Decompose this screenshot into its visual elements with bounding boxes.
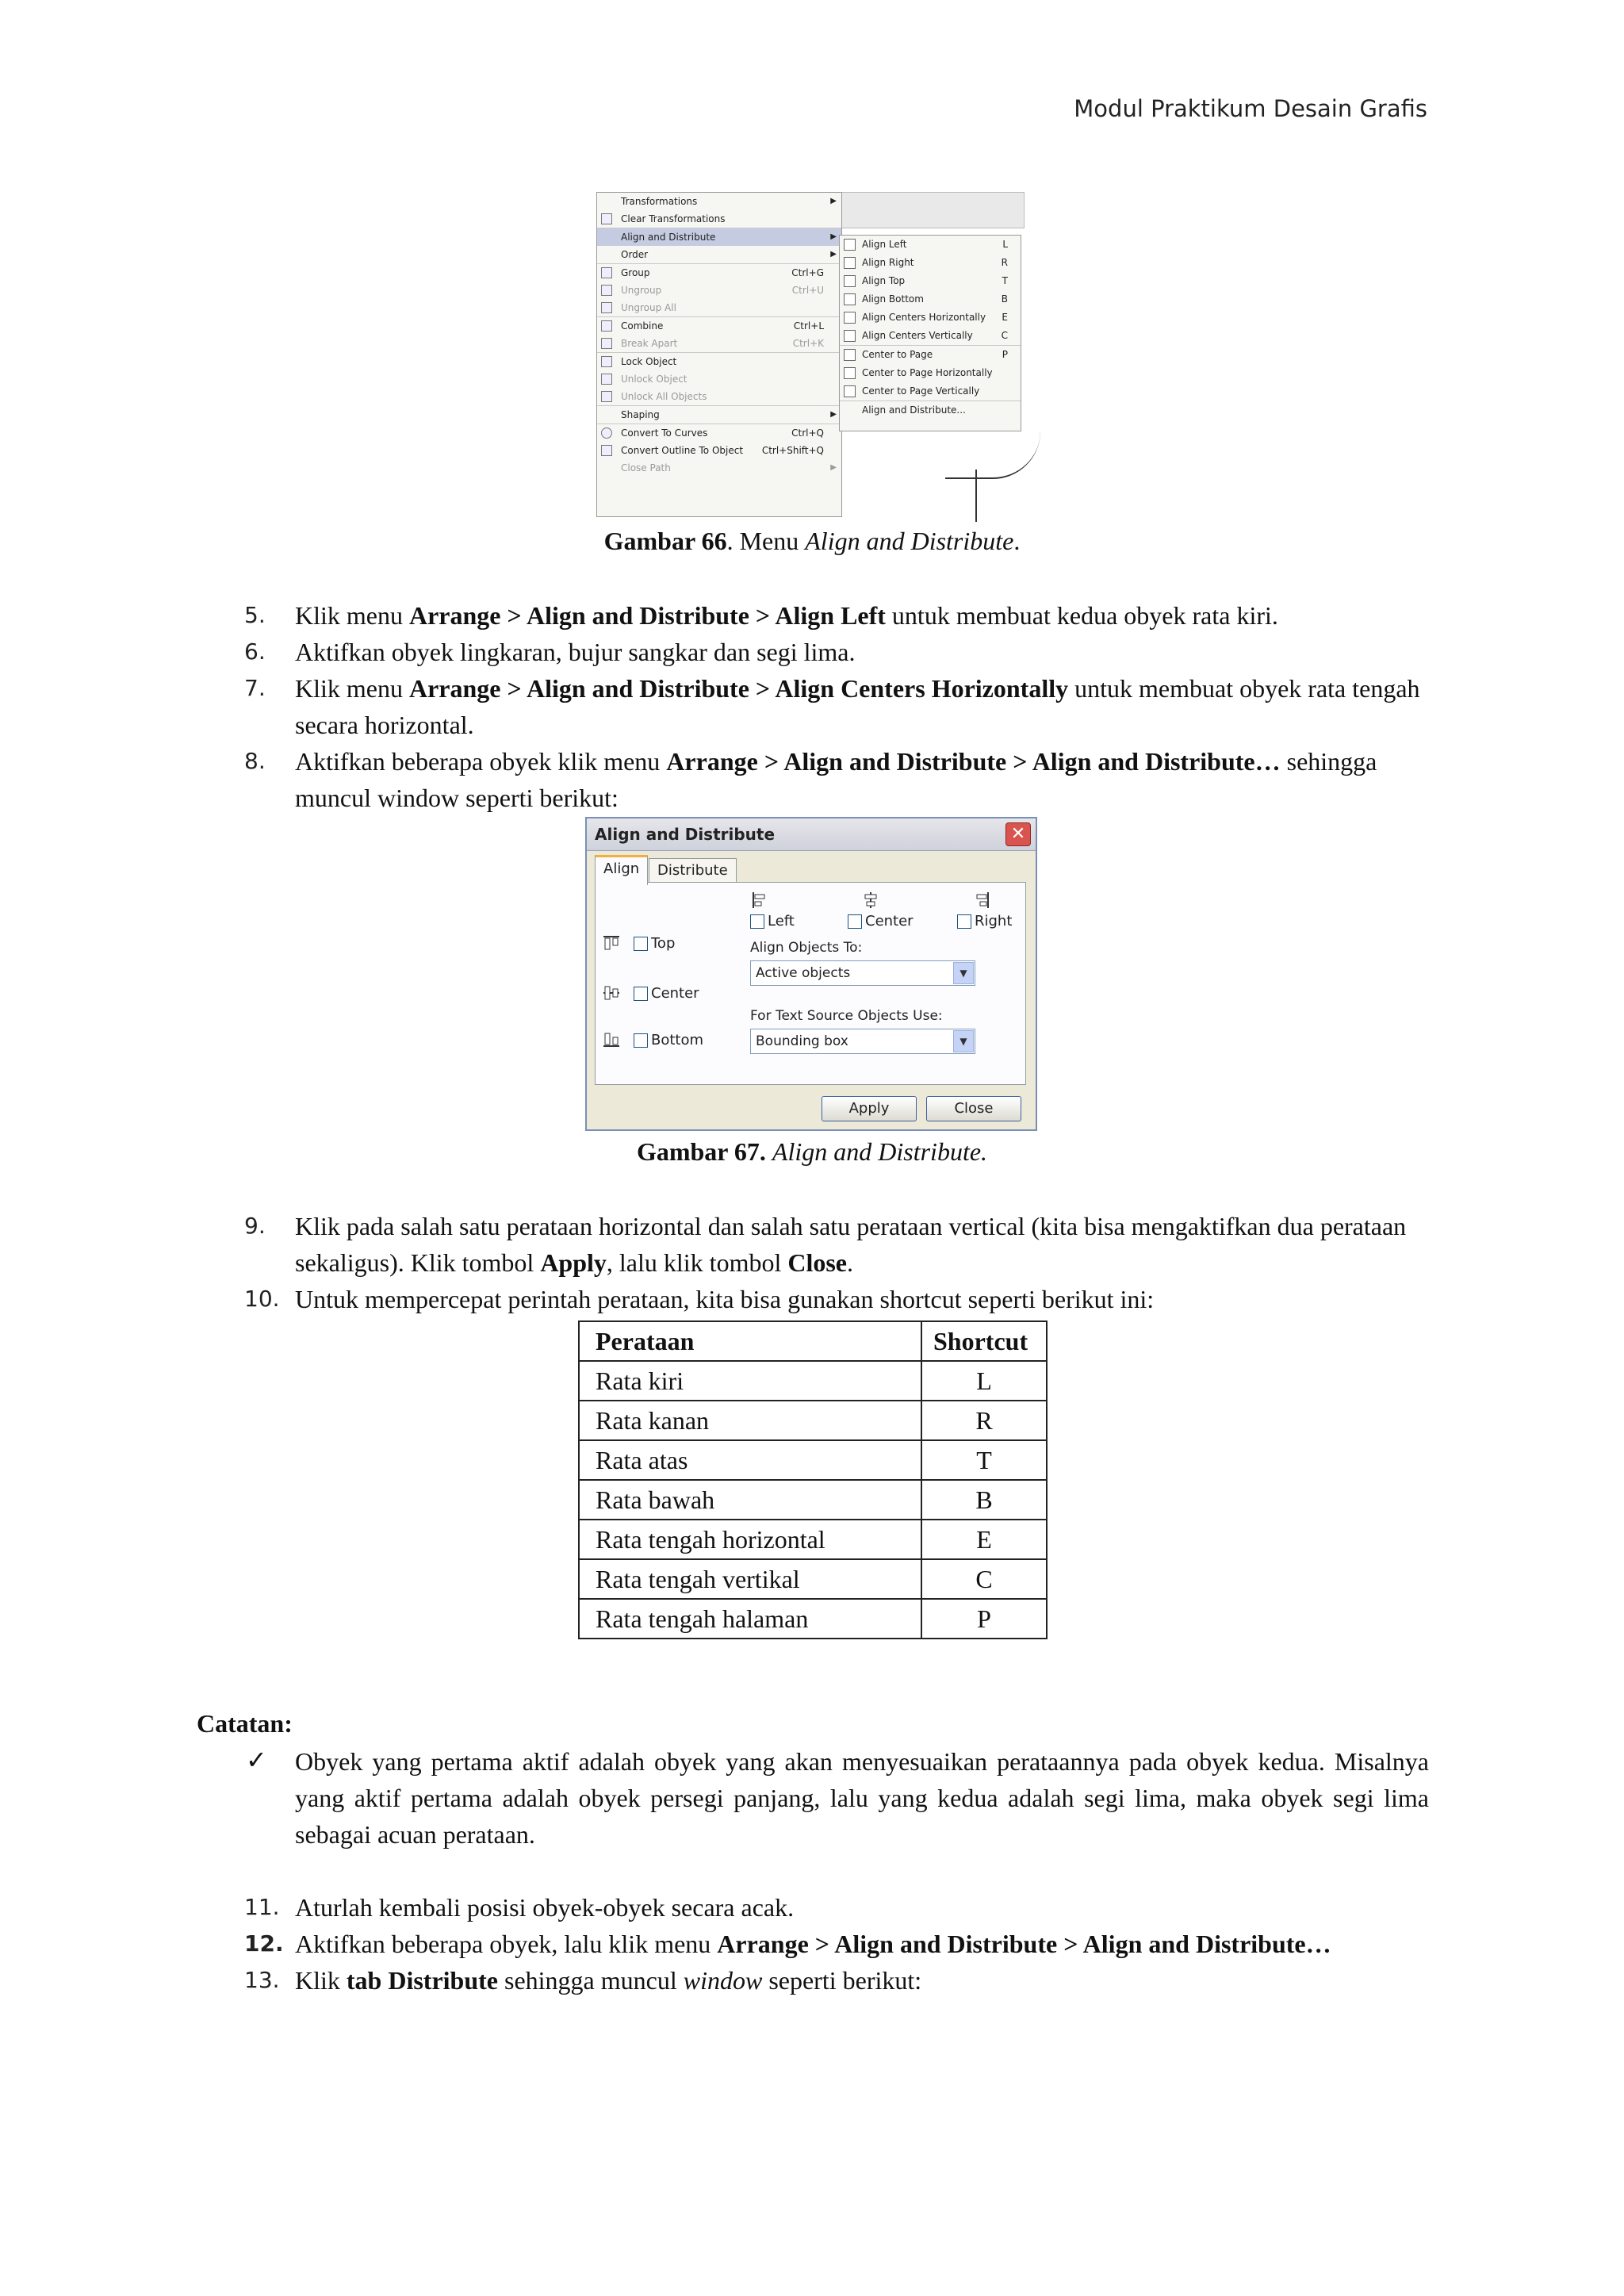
- align-right-icon: [972, 891, 991, 910]
- left-checkbox[interactable]: [750, 914, 764, 929]
- figure-67-caption: Gambar 67. Align and Distribute.: [636, 1137, 988, 1166]
- shortcut-table: [578, 1320, 1048, 1639]
- submenu-item-label: Align and Distribute...: [862, 404, 966, 416]
- menu-item-label: Combine: [621, 320, 664, 332]
- submenu-arrow-icon: ▶: [830, 232, 837, 241]
- submenu-item[interactable]: [840, 364, 1021, 382]
- menu-item[interactable]: [597, 388, 841, 405]
- menu-item-shortcut: Ctrl+U: [791, 285, 824, 296]
- list-number: 6.: [244, 638, 266, 665]
- align-option-icon: [844, 293, 856, 305]
- list-text: Aktifkan beberapa obyek, lalu klik menu Arrange > Align and Distribute > Align and Distribute…: [295, 1930, 1331, 1958]
- center-v-checkbox[interactable]: [634, 987, 648, 1001]
- dialog-close-icon[interactable]: ✕: [1005, 822, 1031, 846]
- text-source-label: For Text Source Objects Use:: [750, 1008, 943, 1024]
- align-distribute-submenu: [839, 235, 1021, 431]
- menu-item-label: Align and Distribute: [621, 232, 716, 243]
- align-panel: [595, 882, 1026, 1085]
- menu-item[interactable]: [597, 316, 841, 335]
- table-cell: E: [921, 1520, 1047, 1559]
- submenu-item-shortcut: E: [1002, 312, 1008, 323]
- tab-distribute[interactable]: Distribute: [649, 858, 737, 883]
- submenu-item-label: Align Centers Vertically: [862, 330, 973, 341]
- unlock-all-icon: [601, 391, 612, 402]
- menu-item[interactable]: [597, 193, 841, 210]
- table-cell: Rata kiri: [579, 1361, 921, 1401]
- list-number: 9.: [244, 1213, 266, 1239]
- submenu-item-shortcut: B: [1001, 293, 1008, 305]
- menu-item-label: Shaping: [621, 409, 660, 420]
- combine-icon: [601, 320, 612, 332]
- submenu-item[interactable]: [840, 309, 1021, 327]
- submenu-item-label: Center to Page: [862, 349, 933, 360]
- align-center-v-icon: [602, 983, 621, 1002]
- center-h-checkbox[interactable]: [848, 914, 862, 929]
- submenu-arrow-icon: ▶: [830, 410, 837, 419]
- table-row: [579, 1480, 1047, 1520]
- curves-icon: [601, 427, 612, 439]
- table-row: [579, 1520, 1047, 1559]
- menu-item-label: Lock Object: [621, 356, 677, 367]
- align-center-h-icon: [861, 891, 880, 910]
- menu-item-label: Order: [621, 249, 649, 260]
- menu-item[interactable]: [597, 263, 841, 282]
- table-cell: T: [921, 1440, 1047, 1480]
- align-to-select[interactable]: Active objects ▼: [750, 960, 975, 986]
- dropdown-arrow-icon[interactable]: ▼: [953, 1030, 974, 1052]
- table-row: [579, 1559, 1047, 1599]
- submenu-item-shortcut: R: [1001, 257, 1008, 268]
- outline-icon: [601, 445, 612, 456]
- submenu-item-label: Align Bottom: [862, 293, 924, 305]
- note-text: Obyek yang pertama aktif adalah obyek yang akan menyesuaikan perataannya pada obyek kedua. Misalnya yang aktif pertama adalah obyek persegi panjang, lalu yang kedua adalah segi lima, maka obyek segi lima sebagai acuan perataan.: [295, 1747, 1429, 1849]
- check-icon: ✓: [246, 1745, 267, 1775]
- submenu-item[interactable]: [840, 327, 1021, 345]
- list-text: Klik tab Distribute sehingga muncul window seperti berikut:: [295, 1966, 922, 1995]
- menu-item-label: Ungroup: [621, 285, 662, 296]
- menu-item[interactable]: [597, 352, 841, 370]
- list-text: Aktifkan beberapa obyek klik menu Arrange > Align and Distribute > Align and Distribute… sehingga muncul window seperti berikut:: [295, 747, 1377, 812]
- table-cell: Rata tengah horizontal: [579, 1520, 921, 1559]
- submenu-item[interactable]: [840, 236, 1021, 254]
- list-text: Klik pada salah satu perataan horizontal dan salah satu perataan vertical (kita bisa mengaktifkan dua perataan sekaligus). Klik tombol Apply, lalu klik tombol Close.: [295, 1212, 1407, 1277]
- arrange-menu: [596, 192, 842, 517]
- table-cell: Rata tengah halaman: [579, 1599, 921, 1639]
- menu-item-shortcut: Ctrl+L: [793, 320, 824, 332]
- menu-item-label: Ungroup All: [621, 302, 676, 313]
- table-cell: L: [921, 1361, 1047, 1401]
- menu-item-label: Convert Outline To Object: [621, 445, 744, 456]
- menu-item-label: Convert To Curves: [621, 427, 708, 439]
- align-left-icon: [750, 891, 769, 910]
- menu-item-shortcut: Ctrl+K: [792, 338, 824, 349]
- align-bottom-icon: [602, 1030, 621, 1049]
- close-button[interactable]: Close: [926, 1096, 1021, 1121]
- table-cell: Rata bawah: [579, 1480, 921, 1520]
- menu-item[interactable]: [597, 228, 841, 246]
- list-text: Klik menu Arrange > Align and Distribute > Align Centers Horizontally untuk membuat obyek rata tengah secara horizontal.: [295, 674, 1420, 739]
- dialog-title: Align and Distribute: [595, 825, 776, 844]
- list-number: 5.: [244, 602, 266, 628]
- tab-align[interactable]: Align: [595, 855, 648, 885]
- dialog-titlebar: [587, 818, 1036, 851]
- align-option-icon: [844, 257, 856, 269]
- align-option-icon: [844, 330, 856, 342]
- menu-item[interactable]: [597, 282, 841, 299]
- submenu-item-shortcut: C: [1001, 330, 1008, 341]
- table-row: [579, 1599, 1047, 1639]
- table-header: Perataan: [579, 1321, 921, 1361]
- menu-item-shortcut: Ctrl+Q: [791, 427, 824, 439]
- submenu-item-shortcut: L: [1002, 239, 1008, 250]
- group-icon: [601, 267, 612, 278]
- align-option-icon: [844, 349, 856, 361]
- submenu-item-shortcut: P: [1002, 349, 1008, 360]
- list-number: 13.: [244, 1967, 280, 1993]
- bottom-label: Bottom: [651, 1032, 704, 1048]
- left-label: Left: [768, 913, 795, 930]
- align-option-icon: [844, 312, 856, 324]
- align-option-icon: [844, 385, 856, 397]
- menu-item-label: Unlock All Objects: [621, 391, 707, 402]
- menu-item-label: Break Apart: [621, 338, 678, 349]
- page-header: Modul Praktikum Desain Grafis: [1074, 95, 1427, 122]
- submenu-item-label: Align Top: [862, 275, 906, 286]
- submenu-arrow-icon: ▶: [830, 463, 837, 472]
- submenu-item[interactable]: [840, 401, 1021, 420]
- submenu-arrow-icon: ▶: [830, 250, 837, 259]
- table-row: [579, 1401, 1047, 1440]
- align-to-label: Align Objects To:: [750, 940, 863, 956]
- align-option-icon: [844, 367, 856, 379]
- table-cell: Rata kanan: [579, 1401, 921, 1440]
- menu-item[interactable]: [597, 370, 841, 388]
- menu-item[interactable]: [597, 210, 841, 228]
- right-label: Right: [975, 913, 1013, 930]
- menu-item[interactable]: [597, 335, 841, 352]
- table-cell: P: [921, 1599, 1047, 1639]
- top-label: Top: [651, 935, 676, 952]
- canvas-curve: [945, 430, 1040, 479]
- list-number: 7.: [244, 675, 266, 701]
- list-text: Klik menu Arrange > Align and Distribute > Align Left untuk membuat kedua obyek rata kiri.: [295, 601, 1278, 630]
- table-cell: B: [921, 1480, 1047, 1520]
- toolbar-strip: [834, 192, 1025, 228]
- menu-item-shortcut: Ctrl+G: [791, 267, 824, 278]
- table-row: [579, 1361, 1047, 1401]
- figure-66-caption: Gambar 66. Menu Align and Distribute.: [603, 527, 1021, 555]
- menu-item[interactable]: [597, 246, 841, 263]
- submenu-arrow-icon: ▶: [830, 197, 837, 205]
- canvas-line: [975, 470, 977, 522]
- apply-button[interactable]: Apply: [822, 1096, 917, 1121]
- menu-item-label: Clear Transformations: [621, 213, 726, 224]
- menu-item-label: Group: [621, 267, 650, 278]
- table-row: [579, 1440, 1047, 1480]
- menu-item[interactable]: [597, 424, 841, 442]
- list-number: 10.: [244, 1286, 280, 1312]
- text-source-select[interactable]: Bounding box ▼: [750, 1029, 975, 1054]
- submenu-item[interactable]: [840, 272, 1021, 290]
- table-header-row: [579, 1321, 1047, 1361]
- right-checkbox[interactable]: [957, 914, 971, 929]
- menu-item-shortcut: Ctrl+Shift+Q: [761, 445, 824, 456]
- submenu-item-label: Align Right: [862, 257, 914, 268]
- top-checkbox[interactable]: [634, 937, 648, 951]
- table-cell: Rata tengah vertikal: [579, 1559, 921, 1599]
- menu-item-label: Transformations: [621, 196, 698, 207]
- submenu-item[interactable]: [840, 254, 1021, 272]
- ungroup-all-icon: [601, 302, 612, 313]
- menu-item[interactable]: [597, 442, 841, 459]
- submenu-item-label: Center to Page Vertically: [862, 385, 980, 397]
- list-number: 12.: [244, 1930, 284, 1957]
- submenu-item-label: Center to Page Horizontally: [862, 367, 993, 378]
- list-text: Aturlah kembali posisi obyek-obyek secara acak.: [295, 1893, 795, 1922]
- unlock-icon: [601, 374, 612, 385]
- table-cell: C: [921, 1559, 1047, 1599]
- ungroup-icon: [601, 285, 612, 296]
- table-header: Shortcut: [921, 1321, 1047, 1361]
- submenu-item[interactable]: [840, 382, 1021, 401]
- notes-heading: Catatan:: [197, 1709, 293, 1738]
- list-number: 11.: [244, 1894, 280, 1920]
- align-top-icon: [602, 933, 621, 953]
- center-h-label: Center: [865, 913, 914, 930]
- submenu-item-shortcut: T: [1002, 275, 1008, 286]
- menu-item-label: Unlock Object: [621, 374, 688, 385]
- align-distribute-dialog: [585, 817, 1037, 1131]
- clear-icon: [601, 213, 612, 224]
- menu-item-label: Close Path: [621, 462, 671, 473]
- lock-icon: [601, 356, 612, 367]
- submenu-item-label: Align Centers Horizontally: [862, 312, 986, 323]
- menu-item[interactable]: [597, 459, 841, 477]
- menu-item[interactable]: [597, 405, 841, 424]
- table-cell: R: [921, 1401, 1047, 1440]
- list-text: Aktifkan obyek lingkaran, bujur sangkar dan segi lima.: [295, 638, 856, 666]
- break-apart-icon: [601, 338, 612, 349]
- table-cell: Rata atas: [579, 1440, 921, 1480]
- align-option-icon: [844, 275, 856, 287]
- menu-item[interactable]: [597, 299, 841, 316]
- bottom-checkbox[interactable]: [634, 1033, 648, 1048]
- align-option-icon: [844, 239, 856, 251]
- figure-66-menu-screenshot: [596, 192, 1025, 522]
- list-text: Untuk mempercepat perintah perataan, kita bisa gunakan shortcut seperti berikut ini:: [295, 1285, 1155, 1313]
- dropdown-arrow-icon[interactable]: ▼: [953, 962, 974, 984]
- submenu-item[interactable]: [840, 345, 1021, 364]
- submenu-item[interactable]: [840, 290, 1021, 309]
- center-v-label: Center: [651, 985, 699, 1002]
- list-number: 8.: [244, 748, 266, 774]
- submenu-item-label: Align Left: [862, 239, 907, 250]
